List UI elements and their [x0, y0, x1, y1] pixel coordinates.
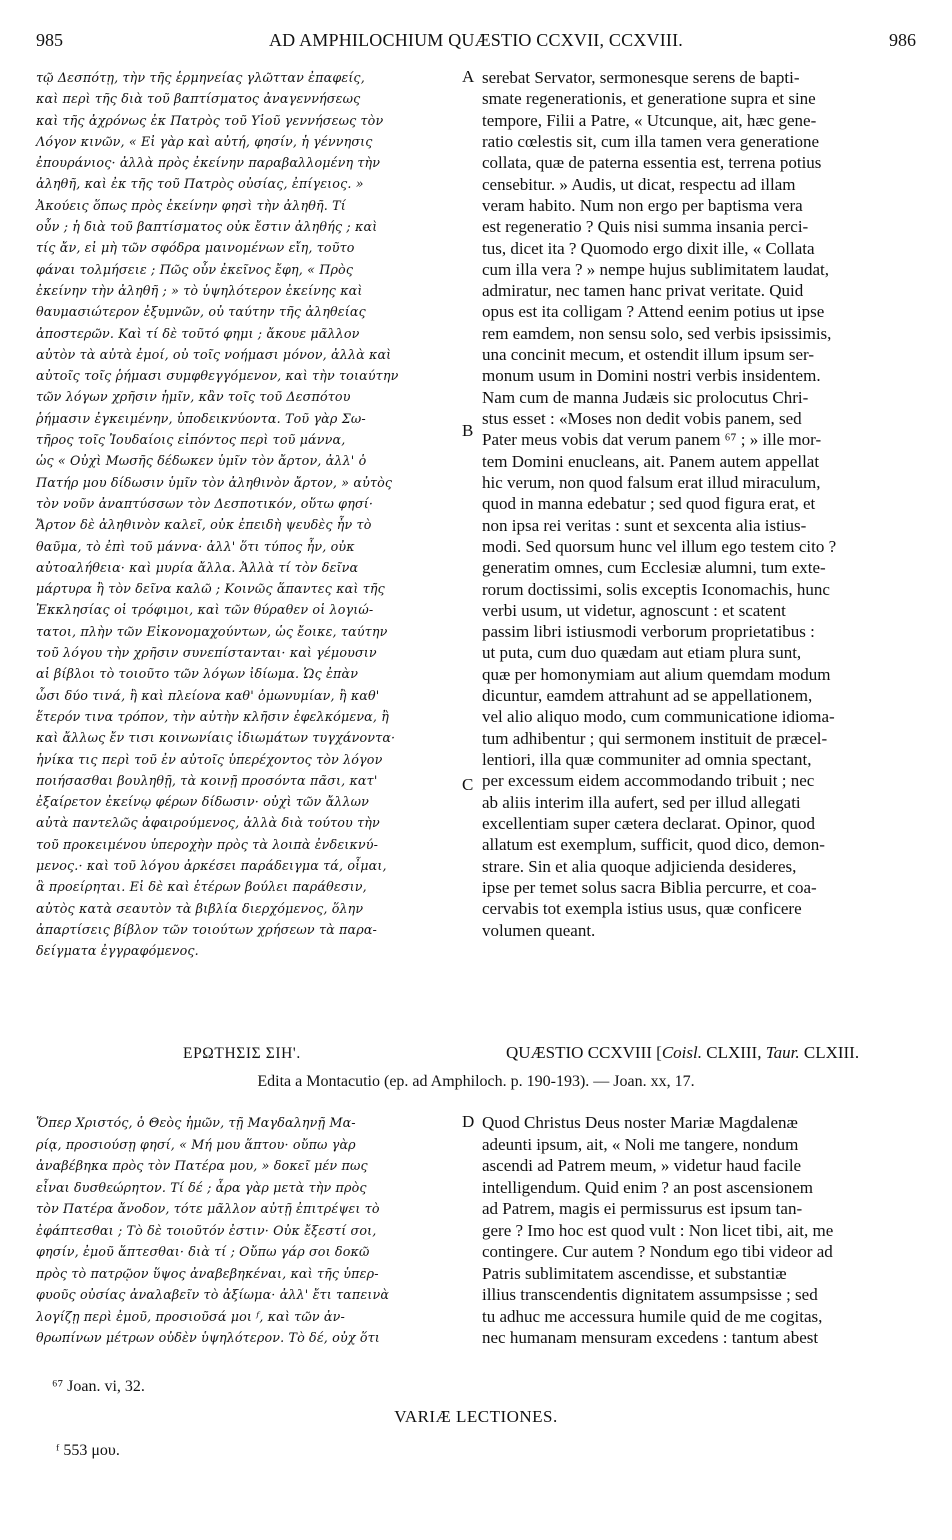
- latin-text-line: tem Domini enucleans, ait. Panem autem appellat: [482, 451, 820, 471]
- greek-text-line: τὸν νοῦν ἀναπτύσσων τὸν Δεσποτικόν, οὕτω φησί·: [36, 495, 374, 511]
- latin-question-heading: [506, 1043, 859, 1063]
- latin-text-line: ratio cœlestis sit, cum illa tamen vera generatione: [482, 131, 820, 151]
- greek-text-line: λογίζῃ περὶ ἐμοῦ, προσιοῦσά μοι ᶠ, καὶ τῶν ἀν-: [36, 1308, 345, 1324]
- greek-text-line: θαυμασιώτερον ἐξυμνῶν, οὐ ταύτην τῆς ἀληθείας: [36, 304, 366, 320]
- heading-suffix: CLXIII.: [799, 1043, 860, 1062]
- latin-text-line: intelligendum. Quid enim ? an post ascensionem: [482, 1177, 813, 1197]
- variant-text: 553 μου.: [59, 1442, 120, 1459]
- greek-text-line: Ἀκούεις ὅπως πρὸς ἐκείνην φησὶ τὴν ἀληθῆ. Τί: [36, 197, 346, 213]
- footnote-number: ⁶⁷: [52, 1378, 64, 1395]
- variant-reading: [56, 1442, 120, 1460]
- greek-text-line: ἡνίκα τις περὶ τοῦ ἐν αὐτοῖς ὑπερέχοντος τὸν λόγον: [36, 751, 383, 767]
- heading-taur: Taur.: [765, 1043, 800, 1062]
- latin-text-line: Patris sublimitatem ascendisse, et substantiæ: [482, 1263, 787, 1283]
- latin-text-line: ab aliis interim illa aufert, sed per illud allegati: [482, 792, 801, 812]
- greek-text-line: ρίᾳ, προσιούσῃ φησί, « Μή μου ἅπτου· οὔπω γὰρ: [36, 1136, 356, 1152]
- greek-column-1: [36, 67, 456, 961]
- latin-text-line: stus esset : «Moses non dedit vobis panem, sed: [482, 409, 802, 428]
- page-number-left: 985: [36, 30, 63, 50]
- footnote-67: [52, 1378, 145, 1396]
- latin-text-line: serebat Servator, sermonesque serens de bapti-: [482, 68, 800, 87]
- greek-text-line: ἐξαίρετον ἐκείνῳ φέρων δίδωσιν· οὐχὶ τῶν ἄλλων: [36, 794, 370, 810]
- greek-text-line: τῶν λόγων χρῆσιν ἡμῖν, κἂν τοῖς τοῦ Δεσπότου: [36, 389, 351, 405]
- latin-text-line: non ipsa rei veritas : sunt et sexcenta alia istius-: [482, 515, 807, 535]
- latin-text-line: modi. Sed quorsum hunc vel illum ego testem cito ?: [482, 536, 837, 556]
- greek-text-line: οὖν ; ἡ διὰ τοῦ βαπτίσματος οὐκ ἔστιν ἀληθής ; καὶ: [36, 219, 378, 235]
- greek-text-line: τοῦ λόγου τὴν χρῆσιν συνεπίστανται· καὶ γέμουσιν: [36, 645, 377, 661]
- greek-text-line: ἐπουράνιος· ἀλλὰ πρὸς ἐκείνην παραβαλλομένη τὴν: [36, 155, 381, 171]
- latin-text-line: Nam cum de manna Judæis sic prolocutus Chri-: [482, 387, 809, 407]
- greek-text-line: πρὸς τὸ πατρῷον ὕψος ἀναβεβηκέναι, καὶ τῆς ὑπερ-: [36, 1265, 379, 1281]
- greek-text-line: αὐτὰ παντελῶς ἀφαιρούμενος, ἀλλὰ διὰ τούτου τὴν: [36, 815, 380, 831]
- page-number-right: 986: [889, 30, 916, 50]
- latin-column-2: [482, 1112, 914, 1349]
- latin-text-line: collata, quæ de paterna essentia est, terrena potius: [482, 153, 822, 173]
- greek-text-line: Λόγον κινῶν, « Εἰ γὰρ καὶ αὐτή, φησίν, ἡ γέννησις: [36, 133, 373, 149]
- latin-text-line: nec humanam mensuram excedens : tantum abest: [482, 1328, 819, 1347]
- greek-text-line: αὐτὸν τὰ αὐτὰ ἐμοί, οὐ τοῖς νοήμασι μόνον, ἀλλὰ καὶ: [36, 346, 392, 362]
- greek-text-line: μενος.· καὶ τοῦ λόγου ἀρκέσει παράδειγμα τά, οἶμαι,: [36, 857, 387, 873]
- variae-lectiones-heading: VARIÆ LECTIONES.: [394, 1407, 558, 1426]
- greek-text-line: ποιήσασθαι βουληθῇ, τὰ κοινῇ προσόντα πᾶσι, κατ': [36, 772, 378, 788]
- latin-text-line: adeunti ipsum, ait, « Noli me tangere, nondum: [482, 1134, 799, 1154]
- greek-text-line: Ἄρτον δὲ ἀληθινὸν καλεῖ, οὐκ ἐπειδὴ ψευδὲς ἦν τὸ: [36, 517, 372, 533]
- greek-text-line: ἐφάπτεσθαι ; Τὸ δὲ τοιοῦτόν ἐστιν· Οὐκ ἔξεστί σοι,: [36, 1222, 377, 1238]
- greek-text-line: τατοι, πλὴν τῶν Εἰκονομαχούντων, ὡς ἔοικε, ταύτην: [36, 623, 388, 639]
- greek-text-line: ἀπαρτίσεις βίβλον τῶν τοιούτων χρήσεων τὰ παρα-: [36, 921, 377, 937]
- latin-text-line: una concinit mecum, et ostendit illum ipsum ser-: [482, 345, 815, 365]
- latin-text-line: per excessum eidem accommodando tribuit ; nec: [482, 771, 815, 791]
- heading-coisl: Coisl.: [661, 1043, 702, 1062]
- latin-text-line: tu adhuc me accessura humile quid de me cogitas,: [482, 1306, 823, 1326]
- margin-marker-c: C: [462, 775, 474, 794]
- greek-text-line: ὡς « Οὐχὶ Μωσῆς δέδωκεν ὑμῖν τὸν ἄρτον, ἀλλ' ὁ: [36, 453, 367, 469]
- latin-text-line: censebitur. » Audis, ut dicat, respectu ad illam: [482, 174, 796, 194]
- latin-text-line: monum usum in Domini nostri verbis insidentem.: [482, 366, 821, 386]
- latin-text-line: vel alio aliquo modo, cum communicatione idioma-: [482, 707, 835, 727]
- heading-prefix: QUÆSTIO CCXVIII [: [506, 1043, 662, 1062]
- latin-text-line: cum illa vera ? » nempe hujus sublimitatem laudat,: [482, 259, 829, 279]
- greek-text-line: τῷ Δεσπότῃ, τὴν τῆς ἑρμηνείας γλῶτταν ἐπαφείς,: [36, 70, 365, 85]
- greek-text-line: καὶ περὶ τῆς διὰ τοῦ βαπτίσματος ἀναγεννήσεως: [36, 91, 361, 107]
- footnote-text: Joan. vi, 32.: [63, 1378, 145, 1395]
- latin-text-line: ad Patrem, magis ei permissurus est ipsum tan-: [482, 1199, 803, 1218]
- latin-text-line: gere ? Imo hoc est quod vult : Non licet tibi, ait, me: [482, 1220, 834, 1240]
- greek-text-line: εἶναι δυσθεώρητον. Τί δέ ; ἆρα γὰρ μετὰ τὴν πρὸς: [36, 1179, 367, 1195]
- latin-text-line: volumen queant.: [482, 920, 596, 940]
- greek-text-line: θρωπίνων μέτρων οὐδὲν ὑψηλότερον. Τὸ δέ, οὐχ ὅτι: [36, 1330, 380, 1345]
- latin-text-line: Quod Christus Deus noster Mariæ Magdalenæ: [482, 1113, 798, 1132]
- latin-text-line: quæ per homonymiam aut alium quemdam modum: [482, 664, 831, 684]
- margin-marker-b: B: [462, 421, 474, 440]
- greek-text-line: τίς ἄν, εἰ μὴ τῶν σφόδρα μαινομένων εἴη, τοῦτο: [36, 240, 355, 256]
- latin-text-line: tum adhibentur ; qui sermonem instituit de præcel-: [482, 728, 828, 748]
- greek-text-line: φάναι τολμήσειε ; Πῶς οὖν ἐκεῖνος ἔφη, « Πρὸς: [36, 261, 354, 277]
- latin-text-line: ascendi ad Patrem meum, » videtur haud facile: [482, 1156, 802, 1175]
- running-header: [36, 30, 916, 56]
- latin-text-line: contingere. Cur autem ? Nondum ego tibi videor ad: [482, 1242, 833, 1261]
- latin-text-line: quod in manna edebatur ; sed quod figura erat, et: [482, 494, 816, 514]
- variant-marker: ᶠ: [56, 1442, 60, 1459]
- greek-text-line: αὐτοῖς τοῖς ῥήμασι συμφθεγγόμενον, καὶ τὴν τοιαύτην: [36, 368, 399, 384]
- latin-text-line: passim libri istiusmodi verborum proprietatibus :: [482, 622, 815, 642]
- margin-marker-a: A: [462, 67, 475, 86]
- greek-text-line: φυοῦς οὐσίας ἀναλαβεῖν τὸ ἀξίωμα· ἀλλ' ἔτι ταπεινὰ: [36, 1287, 390, 1302]
- latin-text-line: dicuntur, eamdem attrahunt ad se appellationem,: [482, 686, 813, 706]
- greek-text-line: ἐκείνην τὴν ἀληθῆ ; » τὸ ὑψηλότερον ἐκείνης καὶ: [36, 282, 363, 298]
- latin-text-line: illius transcendentis dignitatem assumpsisse ; sed: [482, 1285, 818, 1304]
- latin-text-line: ipse per temet solus sacra Biblia percurre, et coa-: [482, 877, 817, 897]
- greek-text-line: τοῦ προκειμένου ὑπεροχὴν πρὸς τὰ λοιπὰ ἐνδεικνύ-: [36, 836, 379, 852]
- greek-text-line: αἱ βίβλοι τὸ τοιοῦτο τῶν λόγων ἰδίωμα. Ὡς ἐπὰν: [36, 666, 359, 682]
- edition-note: Edita a Montacutio (ep. ad Amphiloch. p. 190-193). — Joan. xx, 17.: [257, 1073, 695, 1090]
- greek-text-line: ἕτερόν τινα τρόπον, τὴν αὐτὴν κλῆσιν ἐφελκόμενα, ἢ: [36, 708, 390, 724]
- greek-text-line: ἀληθῆ, καὶ ἐκ τῆς τοῦ Πατρὸς οὐσίας, ἐπίγειος. »: [36, 176, 364, 192]
- latin-text-line: ut puta, cum duo quædam aut etiam plura sunt,: [482, 643, 802, 663]
- latin-text-line: tempore, Filii a Patre, « Utcunque, ait, hæc gene-: [482, 110, 817, 130]
- greek-text-line: αὐτοαλήθεια· καὶ μυρία ἄλλα. Ἀλλὰ τί τὸν δεῖνα: [36, 559, 359, 575]
- greek-text-line: μάρτυρα ἢ τὸν δεῖνα καλῶ ; Κοινῶς ἅπαντες καὶ τῆς: [36, 581, 385, 597]
- greek-text-line: ἀναβέβηκα πρὸς τὸν Πατέρα μου, » δοκεῖ μέν πως: [36, 1158, 368, 1173]
- latin-text-line: smate regenerationis, et generatione supra et sine: [482, 89, 816, 109]
- latin-text-line: excellentiam super cætera declarat. Opinor, quod: [482, 813, 816, 833]
- greek-text-line: Ὅπερ Χριστός, ὁ Θεὸς ἡμῶν, τῇ Μαγδαληνῇ Μα-: [36, 1115, 356, 1130]
- latin-text-line: tus, dicet ita ? Quomodo ergo dixit ille, « Collata: [482, 238, 815, 258]
- latin-text-line: rem eamdem, non sensu solo, sed verbis ipsissimis,: [482, 323, 832, 343]
- greek-text-line: ἀποστερῶν. Καὶ τί δὲ τοῦτό φημι ; ἄκουε μᾶλλον: [36, 325, 360, 341]
- greek-column-2: [36, 1112, 456, 1349]
- greek-text-line: ὦσι δύο τινά, ἢ καὶ πλείονα καθ' ὁμωνυμίαν, ἢ καθ': [36, 687, 380, 703]
- latin-text-line: est regeneratio ? Quis nisi summa insania perci-: [482, 217, 809, 237]
- latin-text-line: verbi usum, ut videtur, agnoscunt : et scatent: [482, 600, 786, 620]
- latin-text-line: lentiori, illa quæ communiter ad omnia spectant,: [482, 750, 812, 769]
- latin-text-line: veram habito. Num non ergo per baptisma vera: [482, 195, 803, 215]
- greek-text-line: Πατήρ μου δίδωσιν ὑμῖν τὸν ἀληθινὸν ἄρτον, » αὐτὸς: [36, 474, 393, 490]
- greek-text-line: ἃ προείρηται. Εἰ δὲ καὶ ἑτέρων βούλει παράθεσιν,: [36, 879, 367, 895]
- greek-question-heading: ΕΡΩΤΗΣΙΣ ΣΙΗ'.: [183, 1045, 301, 1062]
- latin-text-line: generatim omnes, cum Ecclesiæ alumni, tum exte-: [482, 558, 826, 578]
- greek-text-line: δείγματα ἐγγραφόμενος.: [36, 943, 199, 959]
- greek-text-line: καὶ ἄλλως ἔν τισι κοινωνίαις ἰδιωμάτων τυγχάνοντα·: [36, 730, 396, 746]
- latin-text-line: allatum est exemplum, sufficit, quod dico, demon-: [482, 835, 825, 855]
- margin-marker-d: D: [462, 1112, 475, 1131]
- greek-text-line: τὸν Πατέρα ἄνοδον, τότε μᾶλλον αὐτῇ ἐπιτρέψει τὸ: [36, 1201, 380, 1216]
- latin-column-1: [482, 67, 914, 941]
- heading-mid: CLXIII,: [701, 1043, 766, 1062]
- greek-text-line: θαῦμα, τὸ ἐπὶ τοῦ μάννα· ἀλλ' ὅτι τύπος ἦν, οὐκ: [36, 538, 355, 554]
- latin-text-line: admiratur, nec tamen hanc privat veritate. Quid: [482, 281, 804, 301]
- latin-text-line: hic verum, non quod falsum erat illud miraculum,: [482, 472, 821, 492]
- running-title: AD AMPHILOCHIUM QUÆSTIO CCXVII, CCXVIII.: [268, 30, 683, 50]
- latin-text-line: cervabis tot exempla istius usus, quæ conficere: [482, 899, 802, 919]
- latin-text-line: opus est ita colligam ? Attend eenim potius ut ipse: [482, 302, 825, 322]
- latin-text-line: strare. Sin et alia quoque adjicienda desideres,: [482, 856, 797, 876]
- latin-text-line: Pater meus vobis dat verum panem ⁶⁷ ; » ille mor-: [482, 430, 822, 450]
- greek-text-line: καὶ τῆς ἀχρόνως ἐκ Πατρὸς τοῦ Υἱοῦ γεννήσεως τὸν: [36, 112, 384, 128]
- greek-text-line: αὐτὸς κατὰ σεαυτὸν τὰ βιβλία διερχόμενος, ὅλην: [36, 900, 364, 916]
- greek-text-line: τῆρος τοῖς Ἰουδαίοις εἰπόντος περὶ τοῦ μάννα,: [36, 432, 346, 448]
- greek-text-line: ῥήμασιν ἐγκειμένην, ὑποδεικνύοντα. Τοῦ γὰρ Σω-: [36, 410, 366, 426]
- greek-text-line: Ἐκκλησίας οἱ τρόφιμοι, καὶ τῶν θύραθεν οἱ λογιώ-: [36, 602, 374, 618]
- greek-text-line: φησίν, ἐμοῦ ἅπτεσθαι· διὰ τί ; Οὔπω γάρ σοι δοκῶ: [36, 1244, 370, 1259]
- latin-text-line: rorum doctissimi, solis exceptis Iconomachis, hunc: [482, 579, 830, 599]
